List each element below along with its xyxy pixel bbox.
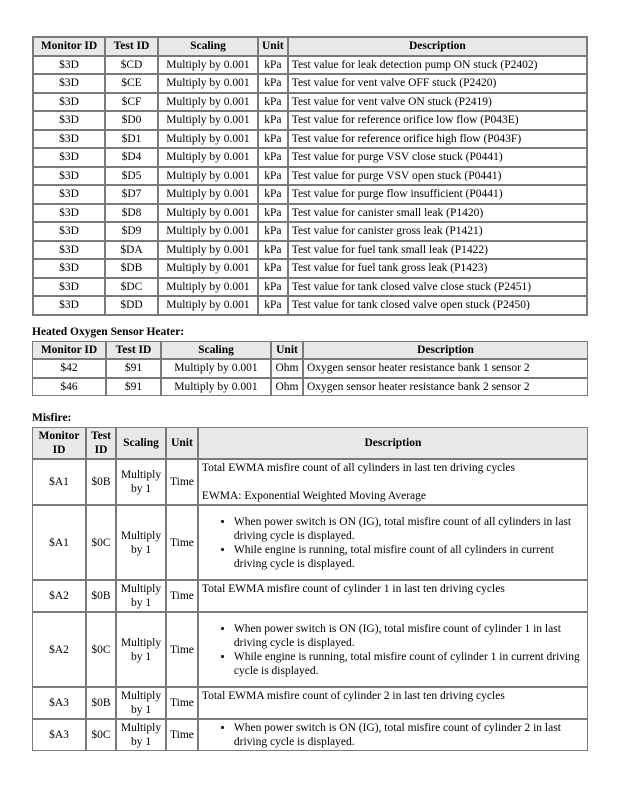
description-cell [198, 687, 588, 719]
scaling-cell: Multiply by 0.001 [161, 359, 271, 378]
table-row [33, 93, 587, 112]
monitor-id-cell: $3D [33, 296, 105, 315]
description-cell: Test value for reference orifice high flow (P043F) [288, 130, 587, 149]
bullet-item: • While engine is running, total misfire count of all cylinders in current driving cycle is displayed. [234, 543, 584, 571]
test-id-cell: $D7 [105, 185, 158, 204]
test-id-cell: $CD [105, 56, 158, 75]
scaling-cell: Multiply by 0.001 [158, 93, 258, 112]
description-bullet-list [202, 515, 584, 571]
col-monitor-id: Monitor ID [32, 427, 86, 459]
table-row [33, 167, 587, 186]
description-cell: Test value for tank closed valve open stuck (P2450) [288, 296, 587, 315]
monitor-id-cell: $A2 [32, 580, 86, 612]
table-row [33, 222, 587, 241]
description-cell: Test value for purge VSV close stuck (P0441) [288, 148, 587, 167]
unit-cell: kPa [258, 130, 288, 149]
test-id-cell: $D9 [105, 222, 158, 241]
scaling-cell: Multiply by 0.001 [158, 111, 258, 130]
monitor-id-cell: $42 [32, 359, 106, 378]
scaling-cell: Multiply by 0.001 [158, 259, 258, 278]
description-text: Total EWMA misfire count of cylinder 1 in last ten driving cycles [201, 583, 505, 595]
table-row [32, 505, 588, 580]
description-cell [198, 580, 588, 612]
evap-monitor-table-body [33, 56, 587, 315]
bullet-item: • When power switch is ON (IG), total misfire count of all cylinders in last driving cycle is displayed. [234, 515, 584, 543]
unit-cell: kPa [258, 74, 288, 93]
monitor-id-cell: $A3 [32, 687, 86, 719]
table-row [33, 259, 587, 278]
scaling-cell: Multiply by 1 [116, 687, 166, 719]
unit-cell: kPa [258, 204, 288, 223]
description-cell: Test value for canister small leak (P1420) [288, 204, 587, 223]
test-id-cell: $91 [106, 359, 161, 378]
monitor-id-cell: $3D [33, 74, 105, 93]
document-page [32, 36, 588, 751]
table-row [32, 459, 588, 505]
description-cell: Test value for fuel tank small leak (P1422) [288, 241, 587, 260]
scaling-cell: Multiply by 0.001 [158, 241, 258, 260]
scaling-cell: Multiply by 0.001 [158, 204, 258, 223]
table-row [32, 612, 588, 687]
description-cell: Test value for purge VSV open stuck (P0441) [288, 167, 587, 186]
test-id-cell: $D5 [105, 167, 158, 186]
misfire-section-title: Misfire: [32, 412, 72, 424]
unit-cell: kPa [258, 296, 288, 315]
description-note: EWMA: Exponential Weighted Moving Average [201, 490, 427, 502]
description-cell [198, 719, 588, 751]
scaling-cell: Multiply by 0.001 [158, 222, 258, 241]
description-cell: Test value for fuel tank gross leak (P1423) [288, 259, 587, 278]
monitor-id-cell: $3D [33, 93, 105, 112]
table-row [32, 359, 588, 378]
scaling-cell: Multiply by 0.001 [158, 167, 258, 186]
test-id-cell: $CF [105, 93, 158, 112]
description-bullet-list [202, 721, 584, 749]
test-id-cell: $0B [86, 580, 116, 612]
table-header-row [32, 427, 588, 459]
bullet-item: • When power switch is ON (IG), total misfire count of cylinder 1 in last driving cycle is displayed. [234, 622, 584, 650]
test-id-cell: $0B [86, 687, 116, 719]
scaling-cell: Multiply by 0.001 [158, 148, 258, 167]
monitor-id-cell: $3D [33, 278, 105, 297]
test-id-cell: $0C [86, 719, 116, 751]
monitor-id-cell: $3D [33, 130, 105, 149]
description-cell [198, 612, 588, 687]
monitor-id-cell: $3D [33, 204, 105, 223]
scaling-cell: Multiply by 0.001 [158, 185, 258, 204]
unit-cell: kPa [258, 111, 288, 130]
table-row [32, 580, 588, 612]
unit-cell: Time [166, 505, 198, 580]
evap-monitor-table [32, 36, 588, 316]
table-row [32, 378, 588, 397]
description-cell: Test value for reference orifice low flow (P043E) [288, 111, 587, 130]
unit-cell: Time [166, 687, 198, 719]
col-unit: Unit [166, 427, 198, 459]
test-id-cell: $0C [86, 505, 116, 580]
monitor-id-cell: $A3 [32, 719, 86, 751]
test-id-cell: $DD [105, 296, 158, 315]
unit-cell: kPa [258, 56, 288, 75]
scaling-cell: Multiply by 0.001 [158, 56, 258, 75]
unit-cell: Time [166, 459, 198, 505]
table-header-row [33, 37, 587, 56]
unit-cell: kPa [258, 222, 288, 241]
col-monitor-id: Monitor ID [32, 341, 106, 360]
description-cell: Test value for vent valve OFF stuck (P2420) [288, 74, 587, 93]
table-row [33, 241, 587, 260]
monitor-id-cell: $3D [33, 259, 105, 278]
test-id-cell: $DA [105, 241, 158, 260]
table-row [33, 296, 587, 315]
unit-cell: kPa [258, 278, 288, 297]
unit-cell: Ohm [271, 378, 303, 397]
description-bullet-list [202, 622, 584, 678]
unit-cell: Time [166, 719, 198, 751]
monitor-id-cell: $3D [33, 241, 105, 260]
scaling-cell: Multiply by 1 [116, 459, 166, 505]
test-id-cell: $D0 [105, 111, 158, 130]
test-id-cell: $D8 [105, 204, 158, 223]
misfire-table [32, 427, 588, 751]
scaling-cell: Multiply by 0.001 [161, 378, 271, 397]
bullet-item: • When power switch is ON (IG), total misfire count of cylinder 2 in last driving cycle is displayed. [234, 721, 584, 749]
scaling-cell: Multiply by 0.001 [158, 278, 258, 297]
scaling-cell: Multiply by 1 [116, 612, 166, 687]
unit-cell: kPa [258, 93, 288, 112]
col-description: Description [198, 427, 588, 459]
scaling-cell: Multiply by 1 [116, 719, 166, 751]
monitor-id-cell: $3D [33, 167, 105, 186]
col-scaling: Scaling [116, 427, 166, 459]
col-scaling: Scaling [161, 341, 271, 360]
col-description: Description [303, 341, 588, 360]
description-cell: Test value for canister gross leak (P1421) [288, 222, 587, 241]
table-row [33, 111, 587, 130]
unit-cell: kPa [258, 185, 288, 204]
monitor-id-cell: $3D [33, 185, 105, 204]
monitor-id-cell: $3D [33, 56, 105, 75]
table-row [33, 56, 587, 75]
table-row [33, 204, 587, 223]
table-row [32, 687, 588, 719]
heater-section-title: Heated Oxygen Sensor Heater: [32, 325, 185, 338]
table-header-row [32, 341, 588, 360]
misfire-table-body [32, 459, 588, 751]
table-row [33, 74, 587, 93]
test-id-cell: $D1 [105, 130, 158, 149]
test-id-cell: $0C [86, 612, 116, 687]
heater-table-body [32, 359, 588, 396]
description-cell: Test value for purge flow insufficient (P0441) [288, 185, 587, 204]
unit-cell: kPa [258, 148, 288, 167]
description-cell: Test value for vent valve ON stuck (P2419) [288, 93, 587, 112]
bullet-item: • While engine is running, total misfire count of cylinder 1 in current driving cycle is displayed. [234, 650, 584, 678]
col-scaling: Scaling [158, 37, 258, 56]
table-row [33, 148, 587, 167]
unit-cell: kPa [258, 259, 288, 278]
description-cell: Oxygen sensor heater resistance bank 2 sensor 2 [303, 378, 588, 397]
description-cell: Test value for tank closed valve close stuck (P2451) [288, 278, 587, 297]
test-id-cell: $0B [86, 459, 116, 505]
scaling-cell: Multiply by 0.001 [158, 296, 258, 315]
unit-cell: Time [166, 580, 198, 612]
unit-cell: Ohm [271, 359, 303, 378]
test-id-cell: $DC [105, 278, 158, 297]
scaling-cell: Multiply by 1 [116, 580, 166, 612]
heater-table [32, 341, 588, 397]
test-id-cell: $CE [105, 74, 158, 93]
table-row [33, 278, 587, 297]
table-row [33, 130, 587, 149]
monitor-id-cell: $46 [32, 378, 106, 397]
col-test-id: Test ID [105, 37, 158, 56]
col-monitor-id: Monitor ID [33, 37, 105, 56]
table-row [33, 185, 587, 204]
col-description: Description [288, 37, 587, 56]
description-text: Total EWMA misfire count of all cylinders in last ten driving cycles [201, 462, 516, 474]
test-id-cell: $D4 [105, 148, 158, 167]
col-test-id: Test ID [86, 427, 116, 459]
monitor-id-cell: $3D [33, 222, 105, 241]
description-cell [198, 459, 588, 505]
table-row [32, 719, 588, 751]
monitor-id-cell: $A1 [32, 505, 86, 580]
description-cell [198, 505, 588, 580]
monitor-id-cell: $3D [33, 111, 105, 130]
unit-cell: kPa [258, 241, 288, 260]
col-unit: Unit [271, 341, 303, 360]
unit-cell: Time [166, 612, 198, 687]
scaling-cell: Multiply by 1 [116, 505, 166, 580]
test-id-cell: $DB [105, 259, 158, 278]
description-cell: Test value for leak detection pump ON stuck (P2402) [288, 56, 587, 75]
description-cell: Oxygen sensor heater resistance bank 1 sensor 2 [303, 359, 588, 378]
monitor-id-cell: $A1 [32, 459, 86, 505]
description-text: Total EWMA misfire count of cylinder 2 in last ten driving cycles [201, 690, 505, 702]
monitor-id-cell: $3D [33, 148, 105, 167]
scaling-cell: Multiply by 0.001 [158, 74, 258, 93]
col-unit: Unit [258, 37, 288, 56]
col-test-id: Test ID [106, 341, 161, 360]
scaling-cell: Multiply by 0.001 [158, 130, 258, 149]
unit-cell: kPa [258, 167, 288, 186]
test-id-cell: $91 [106, 378, 161, 397]
monitor-id-cell: $A2 [32, 612, 86, 687]
